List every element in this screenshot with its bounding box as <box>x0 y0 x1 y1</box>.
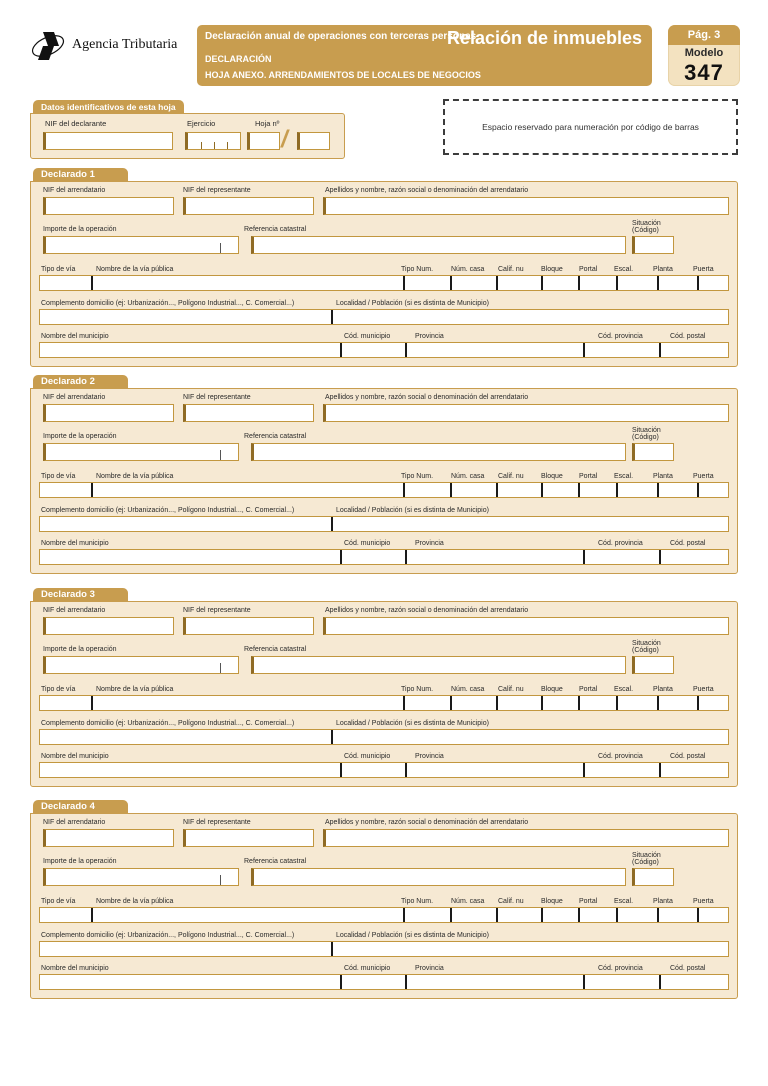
declarado-section-tab: Declarado 3 <box>33 588 128 602</box>
hoja-total-input[interactable] <box>297 132 330 150</box>
complemento-domicilio-label: Complemento domicilio (ej: Urbanización..., Polígono Industrial..., C. Comercial...) <box>41 300 295 307</box>
via-fields-strip <box>39 482 729 498</box>
situacion-codigo-input[interactable] <box>632 236 674 254</box>
complemento-domicilio-input[interactable] <box>40 730 331 744</box>
bloque-label: Bloque <box>541 473 563 480</box>
identification-panel <box>30 113 345 159</box>
bloque-input[interactable] <box>541 483 579 497</box>
situacion-codigo-label: Situación (Código) <box>632 220 661 234</box>
form-subtitle-declaracion: DECLARACIÓN <box>205 54 272 64</box>
barcode-reserved-text: Espacio reservado para numeración por código de barras <box>482 122 699 132</box>
provincia-input[interactable] <box>405 763 583 777</box>
puerta-input[interactable] <box>697 276 728 290</box>
puerta-input[interactable] <box>697 483 728 497</box>
page-model-box <box>668 25 740 86</box>
cod-postal-label: Cód. postal <box>670 540 706 547</box>
localidad-input[interactable] <box>331 942 728 956</box>
planta-label: Planta <box>653 266 673 273</box>
apellidos-label: Apellidos y nombre, razón social o denominación del arrendatario <box>325 819 529 826</box>
nombre-municipio-input[interactable] <box>40 550 340 564</box>
via-fields-strip <box>39 907 729 923</box>
declarado-section-tab: Declarado 1 <box>33 168 128 182</box>
calif-nu-label: Calif. nu <box>498 898 524 905</box>
portal-input[interactable] <box>578 908 616 922</box>
digit-separator <box>227 142 228 149</box>
cod-municipio-label: Cód. municipio <box>344 540 391 547</box>
declarado-section <box>30 375 738 574</box>
cod-municipio-label: Cód. municipio <box>344 333 391 340</box>
nif-arrendatario-input[interactable] <box>43 197 174 215</box>
portal-input[interactable] <box>578 276 616 290</box>
escalera-input[interactable] <box>616 276 657 290</box>
provincia-label: Provincia <box>415 965 444 972</box>
form-subtitle-hoja-anexo: HOJA ANEXO. ARRENDAMIENTOS DE LOCALES DE NEGOCIOS <box>205 70 481 80</box>
bloque-input[interactable] <box>541 908 579 922</box>
tipo-via-input[interactable] <box>40 483 91 497</box>
form-title-right: Relación de inmuebles <box>446 28 642 48</box>
agencia-tributaria-logo-icon <box>30 28 66 62</box>
num-casa-input[interactable] <box>450 483 496 497</box>
num-casa-label: Núm. casa <box>451 898 485 905</box>
puerta-label: Puerta <box>693 686 714 693</box>
cod-postal-label: Cód. postal <box>670 753 706 760</box>
page-number-badge: Pág. 3 <box>668 25 740 45</box>
num-casa-label: Núm. casa <box>451 686 485 693</box>
calif-nu-label: Calif. nu <box>498 266 524 273</box>
portal-label: Portal <box>579 473 598 480</box>
cod-postal-input[interactable] <box>659 975 728 989</box>
nombre-via-label: Nombre de la vía pública <box>96 266 174 273</box>
nif-representante-label: NIF del representante <box>183 819 251 826</box>
localidad-label: Localidad / Población (si es distinta de Municipio) <box>336 300 489 307</box>
localidad-label: Localidad / Población (si es distinta de Municipio) <box>336 507 489 514</box>
decimal-separator <box>220 243 221 253</box>
cod-postal-label: Cód. postal <box>670 965 706 972</box>
hoja-slash: / <box>281 126 288 153</box>
nombre-via-input[interactable] <box>91 483 403 497</box>
tipo-via-input[interactable] <box>40 908 91 922</box>
declarado-section-tab: Declarado 4 <box>33 800 128 814</box>
importe-operacion-label: Importe de la operación <box>43 858 117 865</box>
nif-representante-input[interactable] <box>183 829 314 847</box>
nombre-municipio-label: Nombre del municipio <box>41 333 109 340</box>
localidad-input[interactable] <box>331 310 728 324</box>
nif-representante-label: NIF del representante <box>183 607 251 614</box>
nif-arrendatario-input[interactable] <box>43 404 174 422</box>
portal-label: Portal <box>579 898 598 905</box>
tipo-via-label: Tipo de vía <box>41 898 76 905</box>
nif-arrendatario-label: NIF del arrendatario <box>43 394 106 401</box>
model-label: Modelo <box>684 47 724 59</box>
escalera-label: Escal. <box>614 266 634 273</box>
tipo-via-label: Tipo de vía <box>41 686 76 693</box>
tipo-num-label: Tipo Num. <box>401 473 434 480</box>
planta-label: Planta <box>653 473 673 480</box>
tipo-num-label: Tipo Num. <box>401 898 434 905</box>
bloque-input[interactable] <box>541 276 579 290</box>
puerta-label: Puerta <box>693 473 714 480</box>
num-casa-label: Núm. casa <box>451 473 485 480</box>
calif-nu-label: Calif. nu <box>498 686 524 693</box>
localidad-label: Localidad / Población (si es distinta de Municipio) <box>336 720 489 727</box>
nombre-municipio-label: Nombre del municipio <box>41 753 109 760</box>
portal-label: Portal <box>579 266 598 273</box>
municipio-fields-strip <box>39 549 729 565</box>
localidad-label: Localidad / Población (si es distinta de Municipio) <box>336 932 489 939</box>
tipo-num-input[interactable] <box>403 483 450 497</box>
escalera-input[interactable] <box>616 483 657 497</box>
planta-input[interactable] <box>657 908 697 922</box>
puerta-input[interactable] <box>697 696 728 710</box>
num-casa-label: Núm. casa <box>451 266 485 273</box>
importe-operacion-input[interactable] <box>43 656 239 674</box>
puerta-label: Puerta <box>693 266 714 273</box>
nombre-via-label: Nombre de la vía pública <box>96 473 174 480</box>
apellidos-input[interactable] <box>323 617 729 635</box>
escalera-input[interactable] <box>616 908 657 922</box>
domicilio-fields-strip <box>39 729 729 745</box>
ejercicio-input[interactable] <box>185 132 241 150</box>
via-fields-strip <box>39 695 729 711</box>
municipio-fields-strip <box>39 974 729 990</box>
nombre-municipio-label: Nombre del municipio <box>41 540 109 547</box>
tipo-via-input[interactable] <box>40 276 91 290</box>
localidad-input[interactable] <box>331 517 728 531</box>
puerta-input[interactable] <box>697 908 728 922</box>
complemento-domicilio-label: Complemento domicilio (ej: Urbanización..., Polígono Industrial..., C. Comercial...) <box>41 932 295 939</box>
tipo-via-label: Tipo de vía <box>41 266 76 273</box>
decimal-separator <box>220 450 221 460</box>
tipo-via-label: Tipo de vía <box>41 473 76 480</box>
referencia-catastral-label: Referencia catastral <box>244 646 307 653</box>
calif-nu-label: Calif. nu <box>498 473 524 480</box>
cod-provincia-label: Cód. provincia <box>598 540 643 547</box>
planta-label: Planta <box>653 898 673 905</box>
cod-provincia-input[interactable] <box>583 763 659 777</box>
cod-municipio-label: Cód. municipio <box>344 753 391 760</box>
provincia-input[interactable] <box>405 550 583 564</box>
referencia-catastral-input[interactable] <box>251 443 626 461</box>
domicilio-fields-strip <box>39 516 729 532</box>
referencia-catastral-label: Referencia catastral <box>244 433 307 440</box>
planta-label: Planta <box>653 686 673 693</box>
puerta-label: Puerta <box>693 898 714 905</box>
municipio-fields-strip <box>39 762 729 778</box>
nombre-via-input[interactable] <box>91 696 403 710</box>
digit-separator <box>214 142 215 149</box>
form-title-line1: Declaración anual de operaciones con terceras personas <box>205 31 477 42</box>
escalera-input[interactable] <box>616 696 657 710</box>
nif-arrendatario-input[interactable] <box>43 829 174 847</box>
apellidos-input[interactable] <box>323 829 729 847</box>
decimal-separator <box>220 663 221 673</box>
cod-municipio-label: Cód. municipio <box>344 965 391 972</box>
via-fields-strip <box>39 275 729 291</box>
portal-label: Portal <box>579 686 598 693</box>
planta-input[interactable] <box>657 483 697 497</box>
cod-provincia-input[interactable] <box>583 975 659 989</box>
calif-nu-input[interactable] <box>496 276 541 290</box>
cod-provincia-input[interactable] <box>583 550 659 564</box>
declarado-panel <box>30 813 738 999</box>
num-casa-input[interactable] <box>450 696 496 710</box>
bloque-label: Bloque <box>541 898 563 905</box>
cod-provincia-input[interactable] <box>583 343 659 357</box>
portal-input[interactable] <box>578 696 616 710</box>
form-title-box <box>197 25 652 86</box>
cod-municipio-input[interactable] <box>340 343 405 357</box>
importe-operacion-input[interactable] <box>43 868 239 886</box>
agencia-tributaria-logo <box>30 27 195 63</box>
apellidos-label: Apellidos y nombre, razón social o denominación del arrendatario <box>325 187 529 194</box>
digit-separator <box>201 142 202 149</box>
provincia-label: Provincia <box>415 753 444 760</box>
tipo-num-input[interactable] <box>403 696 450 710</box>
tipo-num-label: Tipo Num. <box>401 266 434 273</box>
planta-input[interactable] <box>657 276 697 290</box>
cod-municipio-input[interactable] <box>340 763 405 777</box>
complemento-domicilio-input[interactable] <box>40 942 331 956</box>
declarado-panel <box>30 181 738 367</box>
nif-representante-label: NIF del representante <box>183 187 251 194</box>
calif-nu-input[interactable] <box>496 483 541 497</box>
importe-operacion-input[interactable] <box>43 236 239 254</box>
provincia-input[interactable] <box>405 343 583 357</box>
escalera-label: Escal. <box>614 898 634 905</box>
nif-arrendatario-label: NIF del arrendatario <box>43 187 106 194</box>
cod-provincia-label: Cód. provincia <box>598 333 643 340</box>
situacion-codigo-label: Situación (Código) <box>632 852 661 866</box>
nombre-via-label: Nombre de la vía pública <box>96 898 174 905</box>
num-casa-input[interactable] <box>450 276 496 290</box>
nombre-municipio-input[interactable] <box>40 343 340 357</box>
complemento-domicilio-input[interactable] <box>40 517 331 531</box>
importe-operacion-label: Importe de la operación <box>43 226 117 233</box>
tipo-via-input[interactable] <box>40 696 91 710</box>
escalera-label: Escal. <box>614 686 634 693</box>
decimal-separator <box>220 875 221 885</box>
nombre-municipio-label: Nombre del municipio <box>41 965 109 972</box>
complemento-domicilio-label: Complemento domicilio (ej: Urbanización..., Polígono Industrial..., C. Comercial...) <box>41 720 295 727</box>
cod-municipio-input[interactable] <box>340 550 405 564</box>
bloque-label: Bloque <box>541 266 563 273</box>
domicilio-fields-strip <box>39 309 729 325</box>
nif-declarante-input[interactable] <box>43 132 173 150</box>
nif-representante-label: NIF del representante <box>183 394 251 401</box>
provincia-label: Provincia <box>415 333 444 340</box>
nombre-municipio-input[interactable] <box>40 763 340 777</box>
complemento-domicilio-label: Complemento domicilio (ej: Urbanización..., Polígono Industrial..., C. Comercial...) <box>41 507 295 514</box>
apellidos-input[interactable] <box>323 404 729 422</box>
apellidos-input[interactable] <box>323 197 729 215</box>
tipo-num-label: Tipo Num. <box>401 686 434 693</box>
declarado-panel <box>30 388 738 574</box>
municipio-fields-strip <box>39 342 729 358</box>
bloque-input[interactable] <box>541 696 579 710</box>
importe-operacion-input[interactable] <box>43 443 239 461</box>
importe-operacion-label: Importe de la operación <box>43 433 117 440</box>
nombre-via-input[interactable] <box>91 908 403 922</box>
apellidos-label: Apellidos y nombre, razón social o denominación del arrendatario <box>325 607 529 614</box>
situacion-codigo-input[interactable] <box>632 443 674 461</box>
ejercicio-label: Ejercicio <box>187 119 216 128</box>
referencia-catastral-label: Referencia catastral <box>244 858 307 865</box>
cod-municipio-input[interactable] <box>340 975 405 989</box>
nif-representante-input[interactable] <box>183 404 314 422</box>
cod-postal-input[interactable] <box>659 550 728 564</box>
referencia-catastral-input[interactable] <box>251 236 626 254</box>
nombre-via-input[interactable] <box>91 276 403 290</box>
nombre-via-label: Nombre de la vía pública <box>96 686 174 693</box>
planta-input[interactable] <box>657 696 697 710</box>
provincia-input[interactable] <box>405 975 583 989</box>
nif-arrendatario-label: NIF del arrendatario <box>43 607 106 614</box>
hoja-label: Hoja nº <box>255 119 280 128</box>
cod-postal-input[interactable] <box>659 763 728 777</box>
calif-nu-input[interactable] <box>496 696 541 710</box>
situacion-codigo-input[interactable] <box>632 868 674 886</box>
declarado-section <box>30 800 738 999</box>
referencia-catastral-input[interactable] <box>251 656 626 674</box>
hoja-numero-input[interactable] <box>247 132 280 150</box>
agency-name: Agencia Tributaria <box>72 37 178 52</box>
situacion-codigo-label: Situación (Código) <box>632 427 661 441</box>
escalera-label: Escal. <box>614 473 634 480</box>
nif-representante-input[interactable] <box>183 617 314 635</box>
complemento-domicilio-input[interactable] <box>40 310 331 324</box>
identification-tab: Datos identificativos de esta hoja <box>33 100 184 114</box>
num-casa-input[interactable] <box>450 908 496 922</box>
nif-arrendatario-label: NIF del arrendatario <box>43 819 106 826</box>
localidad-input[interactable] <box>331 730 728 744</box>
bloque-label: Bloque <box>541 686 563 693</box>
nombre-municipio-input[interactable] <box>40 975 340 989</box>
barcode-reserved-box <box>443 99 738 155</box>
tipo-num-input[interactable] <box>403 908 450 922</box>
declarado-section-tab: Declarado 2 <box>33 375 128 389</box>
situacion-codigo-label: Situación (Código) <box>632 640 661 654</box>
portal-input[interactable] <box>578 483 616 497</box>
declarado-section <box>30 168 738 367</box>
referencia-catastral-input[interactable] <box>251 868 626 886</box>
cod-postal-label: Cód. postal <box>670 333 706 340</box>
apellidos-label: Apellidos y nombre, razón social o denominación del arrendatario <box>325 394 529 401</box>
domicilio-fields-strip <box>39 941 729 957</box>
model-number: 347 <box>684 60 724 85</box>
declarado-panel <box>30 601 738 787</box>
tipo-num-input[interactable] <box>403 276 450 290</box>
declarado-section <box>30 588 738 787</box>
cod-provincia-label: Cód. provincia <box>598 965 643 972</box>
referencia-catastral-label: Referencia catastral <box>244 226 307 233</box>
cod-provincia-label: Cód. provincia <box>598 753 643 760</box>
importe-operacion-label: Importe de la operación <box>43 646 117 653</box>
nif-representante-input[interactable] <box>183 197 314 215</box>
provincia-label: Provincia <box>415 540 444 547</box>
nif-arrendatario-input[interactable] <box>43 617 174 635</box>
nif-declarante-label: NIF del declarante <box>45 119 107 128</box>
cod-postal-input[interactable] <box>659 343 728 357</box>
situacion-codigo-input[interactable] <box>632 656 674 674</box>
calif-nu-input[interactable] <box>496 908 541 922</box>
